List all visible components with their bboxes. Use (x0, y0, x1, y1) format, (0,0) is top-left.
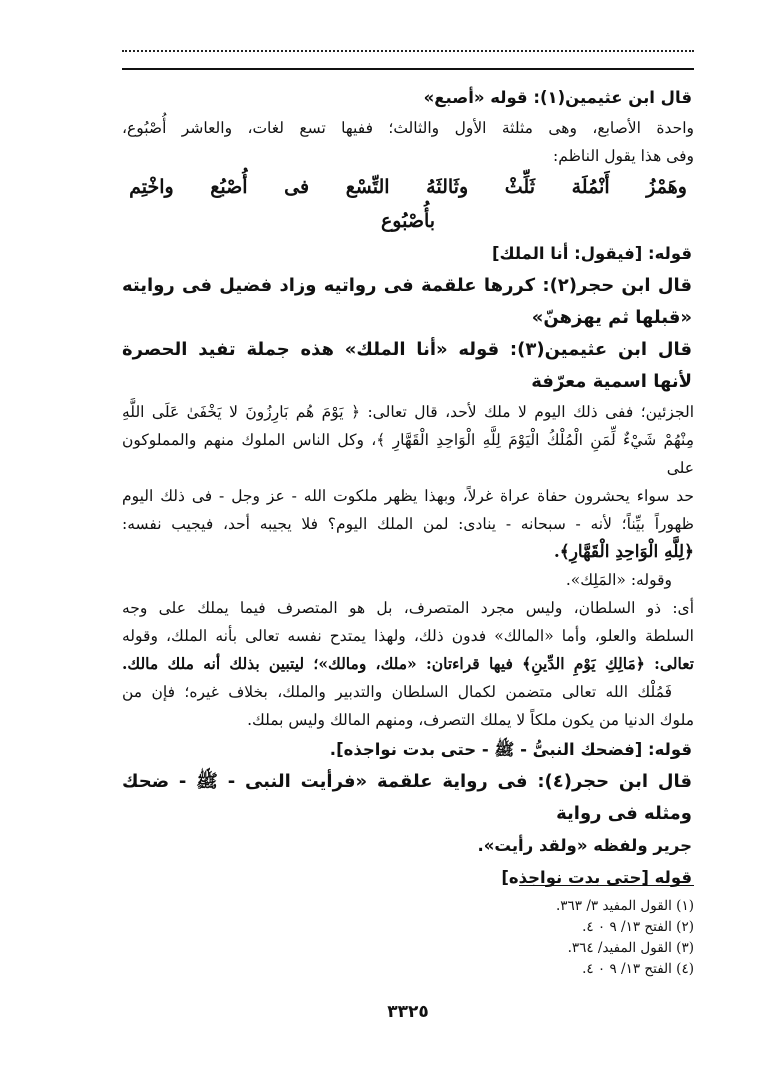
text-line: ظهوراً بيِّناً؛ لأنه - سبحانه - ينادى: لمن الملك اليوم؟ فلا يجيبه أحد، فيجيب نفسه: (122, 515, 694, 533)
footnote-1: (١) القول المفيد ٣/ ٣٦٣. (556, 898, 694, 914)
top-solid-rule (122, 68, 694, 70)
text-line: السلطة والعلو، وأما «المالك» فدون ذلك، ولهذا يمتدح نفسه تعالى بأنه الملك، وقوله (122, 627, 694, 645)
book-page (122, 30, 694, 1070)
text-line: ملوك الدنيا من يكون ملكاً لا يملك التصرف، ومنهم المالك وليس بملك. (247, 711, 694, 729)
text-line: حد سواء يحشرون حفاة عراة غرلاً، وبهذا يظهر ملكوت الله - عز وجل - فى ذلك اليوم (122, 487, 694, 505)
footnote-3: (٣) القول المفيد/ ٣٦٤. (567, 940, 694, 956)
text-line: وقوله: «المَلِك». (565, 571, 672, 589)
text-line: تعالى: ﴿مَالِكِ يَوْمِ الدِّينِ﴾ فيها قراءتان: «ملك، ومالك»؛ ليتبين بذلك أنه ملك مالك. (122, 654, 694, 673)
heading-ibn-hajar-2: قال ابن حجر(٢): كررها علقمة فى رواتيه وزاد فضيل فى روايته «قبلها ثم يهزهنّ» (122, 275, 692, 328)
heading-ibn-hajar-4: قال ابن حجر(٤): فى رواية علقمة «فرأيت النبى - ﷺ - ضحك ومثله فى رواية (122, 771, 692, 824)
heading-qawluhu-3: قوله [حتى بدت نواجذه] (501, 868, 692, 887)
text-line: فَمُلْك الله تعالى متضمن لكمال السلطان والتدبير والملك، بخلاف غيره؛ فإن من (122, 683, 672, 701)
footnote-4: (٤) الفتح ١٣/ ٩ ٠ ٤. (582, 961, 694, 977)
text-line: وفى هذا يقول الناظم: (553, 147, 694, 165)
text-line: واحدة الأصابع، وهى مثلثة الأول والثالث؛ ففيها تسع لغات، والعاشر أُصْبُوع، (122, 119, 694, 137)
text-line: أى: ذو السلطان، وليس مجرد المتصرف، بل هو المتصرف فيما يملك على وجه (122, 599, 694, 617)
text-line: جرير ولفظه «ولقد رأيت». (477, 836, 692, 855)
heading-qawluhu-1: قوله: [فيقول: أنا الملك] (492, 244, 692, 263)
text-line: مِنْهُمْ شَيْءٌ لِّمَنِ الْمُلْكُ الْيَوْمَ لِلَّهِ الْوَاحِدِ الْقَهَّارِ ﴾، وكل الناس الملوك منهم والمملوكون على (122, 431, 694, 477)
top-dotted-rule (122, 50, 694, 52)
main-text (122, 82, 694, 894)
footnotes (394, 896, 694, 980)
text-line: الجزئين؛ ففى ذلك اليوم لا ملك لأحد، قال تعالى: ﴿ يَوْمَ هُم بَارِزُونَ لا يَخْفَىٰ عَلَى اللَّهِ (122, 403, 694, 421)
heading-qawluhu-2: قوله: [فضحك النبىُّ - ﷺ - حتى بدت نواجذه]. (329, 740, 692, 759)
footnote-rule (519, 885, 694, 886)
poem-verse: وهَمْزُ أَنْمُلَة ثَلِّثْ وثَالثَهُ التِّسْع فى أُصْبُع واخْتِم بأُصْبُوع (129, 176, 687, 232)
heading-ibn-uthaymin-3: قال ابن عثيمين(٣): قوله «أنا الملك» هذه جملة تفيد الحصرة لأنها اسمية معرّفة (122, 339, 693, 392)
page-number: ٣٣٢٥ (387, 1002, 429, 1022)
quran-quote: ﴿لِلَّهِ الْوَاحِدِ الْقَهَّارِ﴾. (553, 542, 694, 562)
heading-ibn-uthaymin-1: قال ابن عثيمين(١): قوله «أصبع» (423, 88, 692, 107)
footnote-2: (٢) الفتح ١٣/ ٩ ٠ ٤. (582, 919, 694, 935)
